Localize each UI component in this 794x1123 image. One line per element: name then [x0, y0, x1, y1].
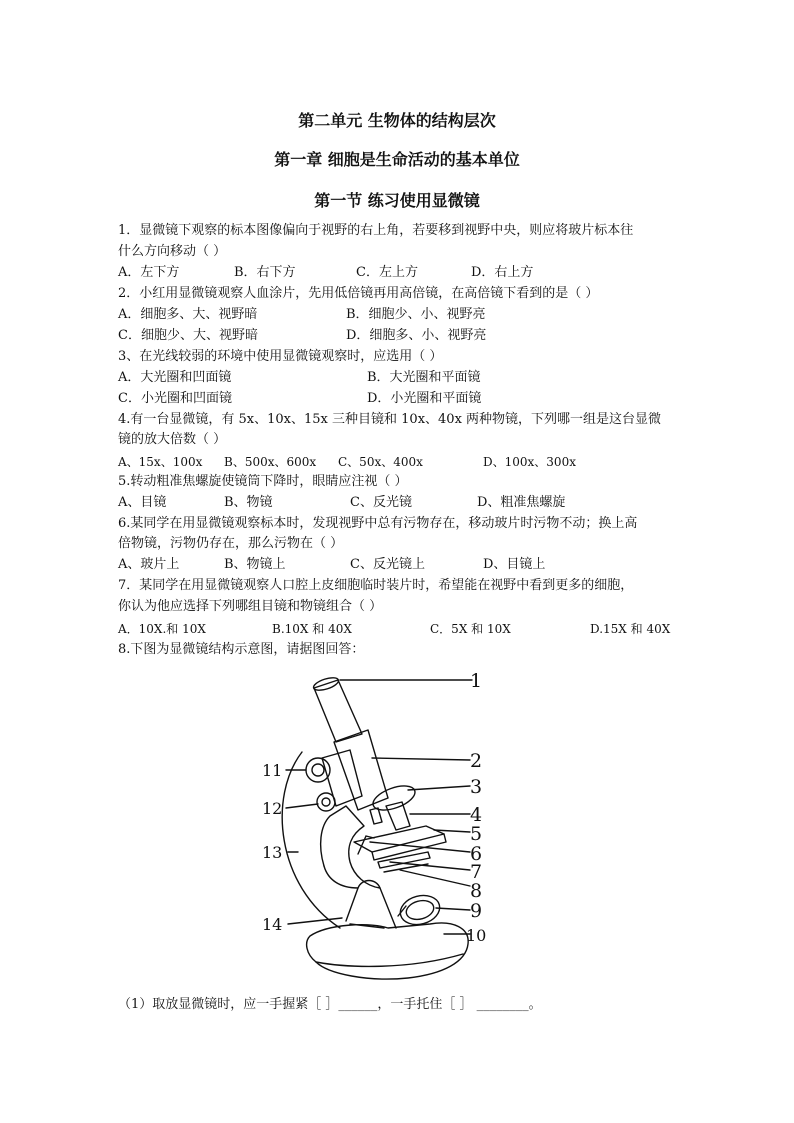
option-a: A．10X.和 10X — [118, 622, 206, 636]
option-a: A、15x、100x — [118, 455, 203, 469]
sub-question-1: （1）取放显微镜时，应一手握紧［ ］______，一手托住［ ］ ________。 — [118, 997, 542, 1012]
option-d: D、粗准焦螺旋 — [477, 495, 566, 510]
option-d: D、目镜上 — [483, 557, 546, 572]
label-3: 3 — [470, 776, 483, 798]
eyepiece — [314, 680, 362, 742]
option-b: B．右下方 — [234, 265, 296, 280]
chapter-title: 第一章 细胞是生命活动的基本单位 — [274, 150, 520, 169]
arm-arc — [282, 752, 340, 928]
objective — [386, 802, 410, 830]
nosepiece — [370, 781, 418, 815]
label-12: 12 — [262, 799, 283, 818]
question-stem: 什么方向移动（ ） — [118, 244, 227, 259]
option-d: D．细胞多、小、视野亮 — [346, 328, 487, 343]
label-1: 1 — [470, 670, 483, 692]
label-9: 9 — [470, 900, 483, 922]
microscope-diagram — [258, 666, 508, 988]
question-stem: 2．小红用显微镜观察人血涂片，先用低倍镜再用高倍镜，在高倍镜下看到的是（ ） — [118, 286, 599, 301]
question-stem: 8.下图为显微镜结构示意图，请据图回答： — [118, 642, 365, 657]
question-stem: 镜的放大倍数（ ） — [118, 432, 227, 447]
label-4: 4 — [470, 804, 483, 826]
label-13: 13 — [262, 843, 283, 862]
question-stem: 3、在光线较弱的环境中使用显微镜观察时，应选用（ ） — [118, 349, 443, 364]
option-c: C、50x、400x — [338, 455, 423, 469]
question-stem: 4.有一台显微镜，有 5x、10x、15x 三种目镜和 10x、40x 两种物镜，下列哪一组是这台显微 — [118, 412, 662, 427]
option-d: D．小光圈和平面镜 — [367, 391, 482, 406]
option-a: A．左下方 — [118, 265, 180, 280]
option-a: A、玻片上 — [118, 557, 180, 572]
question-stem: 倍物镜，污物仍存在，那么污物在（ ） — [118, 536, 344, 551]
section-title: 第一节 练习使用显微镜 — [314, 191, 480, 210]
option-c: C、反光镜上 — [350, 557, 425, 572]
option-c: C．小光圈和凹面镜 — [118, 391, 232, 406]
label-2: 2 — [470, 750, 483, 772]
option-a: A、目镜 — [118, 495, 167, 510]
coarse-knob — [306, 758, 330, 782]
question-stem: 5.转动粗准焦螺旋使镜筒下降时，眼睛应注视（ ） — [118, 474, 408, 489]
option-a: A．大光圈和凹面镜 — [118, 370, 232, 385]
option-d: D、100x、300x — [483, 455, 576, 469]
label-6: 6 — [470, 843, 483, 865]
question-stem: 7．某同学在用显微镜观察人口腔上皮细胞临时装片时，希望能在视野中看到更多的细胞， — [118, 578, 634, 593]
option-c: C、反光镜 — [350, 495, 412, 510]
option-b: B.10X 和 40X — [272, 622, 352, 636]
label-8: 8 — [470, 880, 483, 902]
option-a: A．细胞多、大、视野暗 — [118, 307, 258, 322]
option-d: D．右上方 — [471, 265, 534, 280]
fine-knob — [317, 793, 335, 811]
option-c: C．细胞少、大、视野暗 — [118, 328, 258, 343]
question-stem: 你认为他应选择下列哪组目镜和物镜组合（ ） — [118, 599, 383, 614]
base-shape — [307, 923, 469, 979]
label-14: 14 — [262, 915, 283, 934]
unit-title: 第二单元 生物体的结构层次 — [298, 111, 496, 130]
label-10: 10 — [466, 926, 487, 945]
tube-body — [334, 730, 388, 810]
option-b: B．大光圈和平面镜 — [367, 370, 481, 385]
label-5: 5 — [470, 823, 483, 845]
option-b: B．细胞少、小、视野亮 — [346, 307, 486, 322]
option-b: B、物镜上 — [224, 557, 286, 572]
option-d: D.15X 和 40X — [590, 622, 671, 636]
option-b: B、物镜 — [224, 495, 273, 510]
label-11: 11 — [262, 761, 283, 780]
option-c: C．5X 和 10X — [430, 622, 511, 636]
question-stem: 6.某同学在用显微镜观察标本时，发现视野中总有污物存在，移动玻片时污物不动；换上高 — [118, 516, 638, 531]
label-7: 7 — [470, 861, 483, 883]
question-stem: 1．显微镜下观察的标本图像偏向于视野的右上角，若要移到视野中央，则应将玻片标本往 — [118, 223, 634, 238]
option-b: B、500x、600x — [224, 455, 317, 469]
option-c: C．左上方 — [356, 265, 418, 280]
